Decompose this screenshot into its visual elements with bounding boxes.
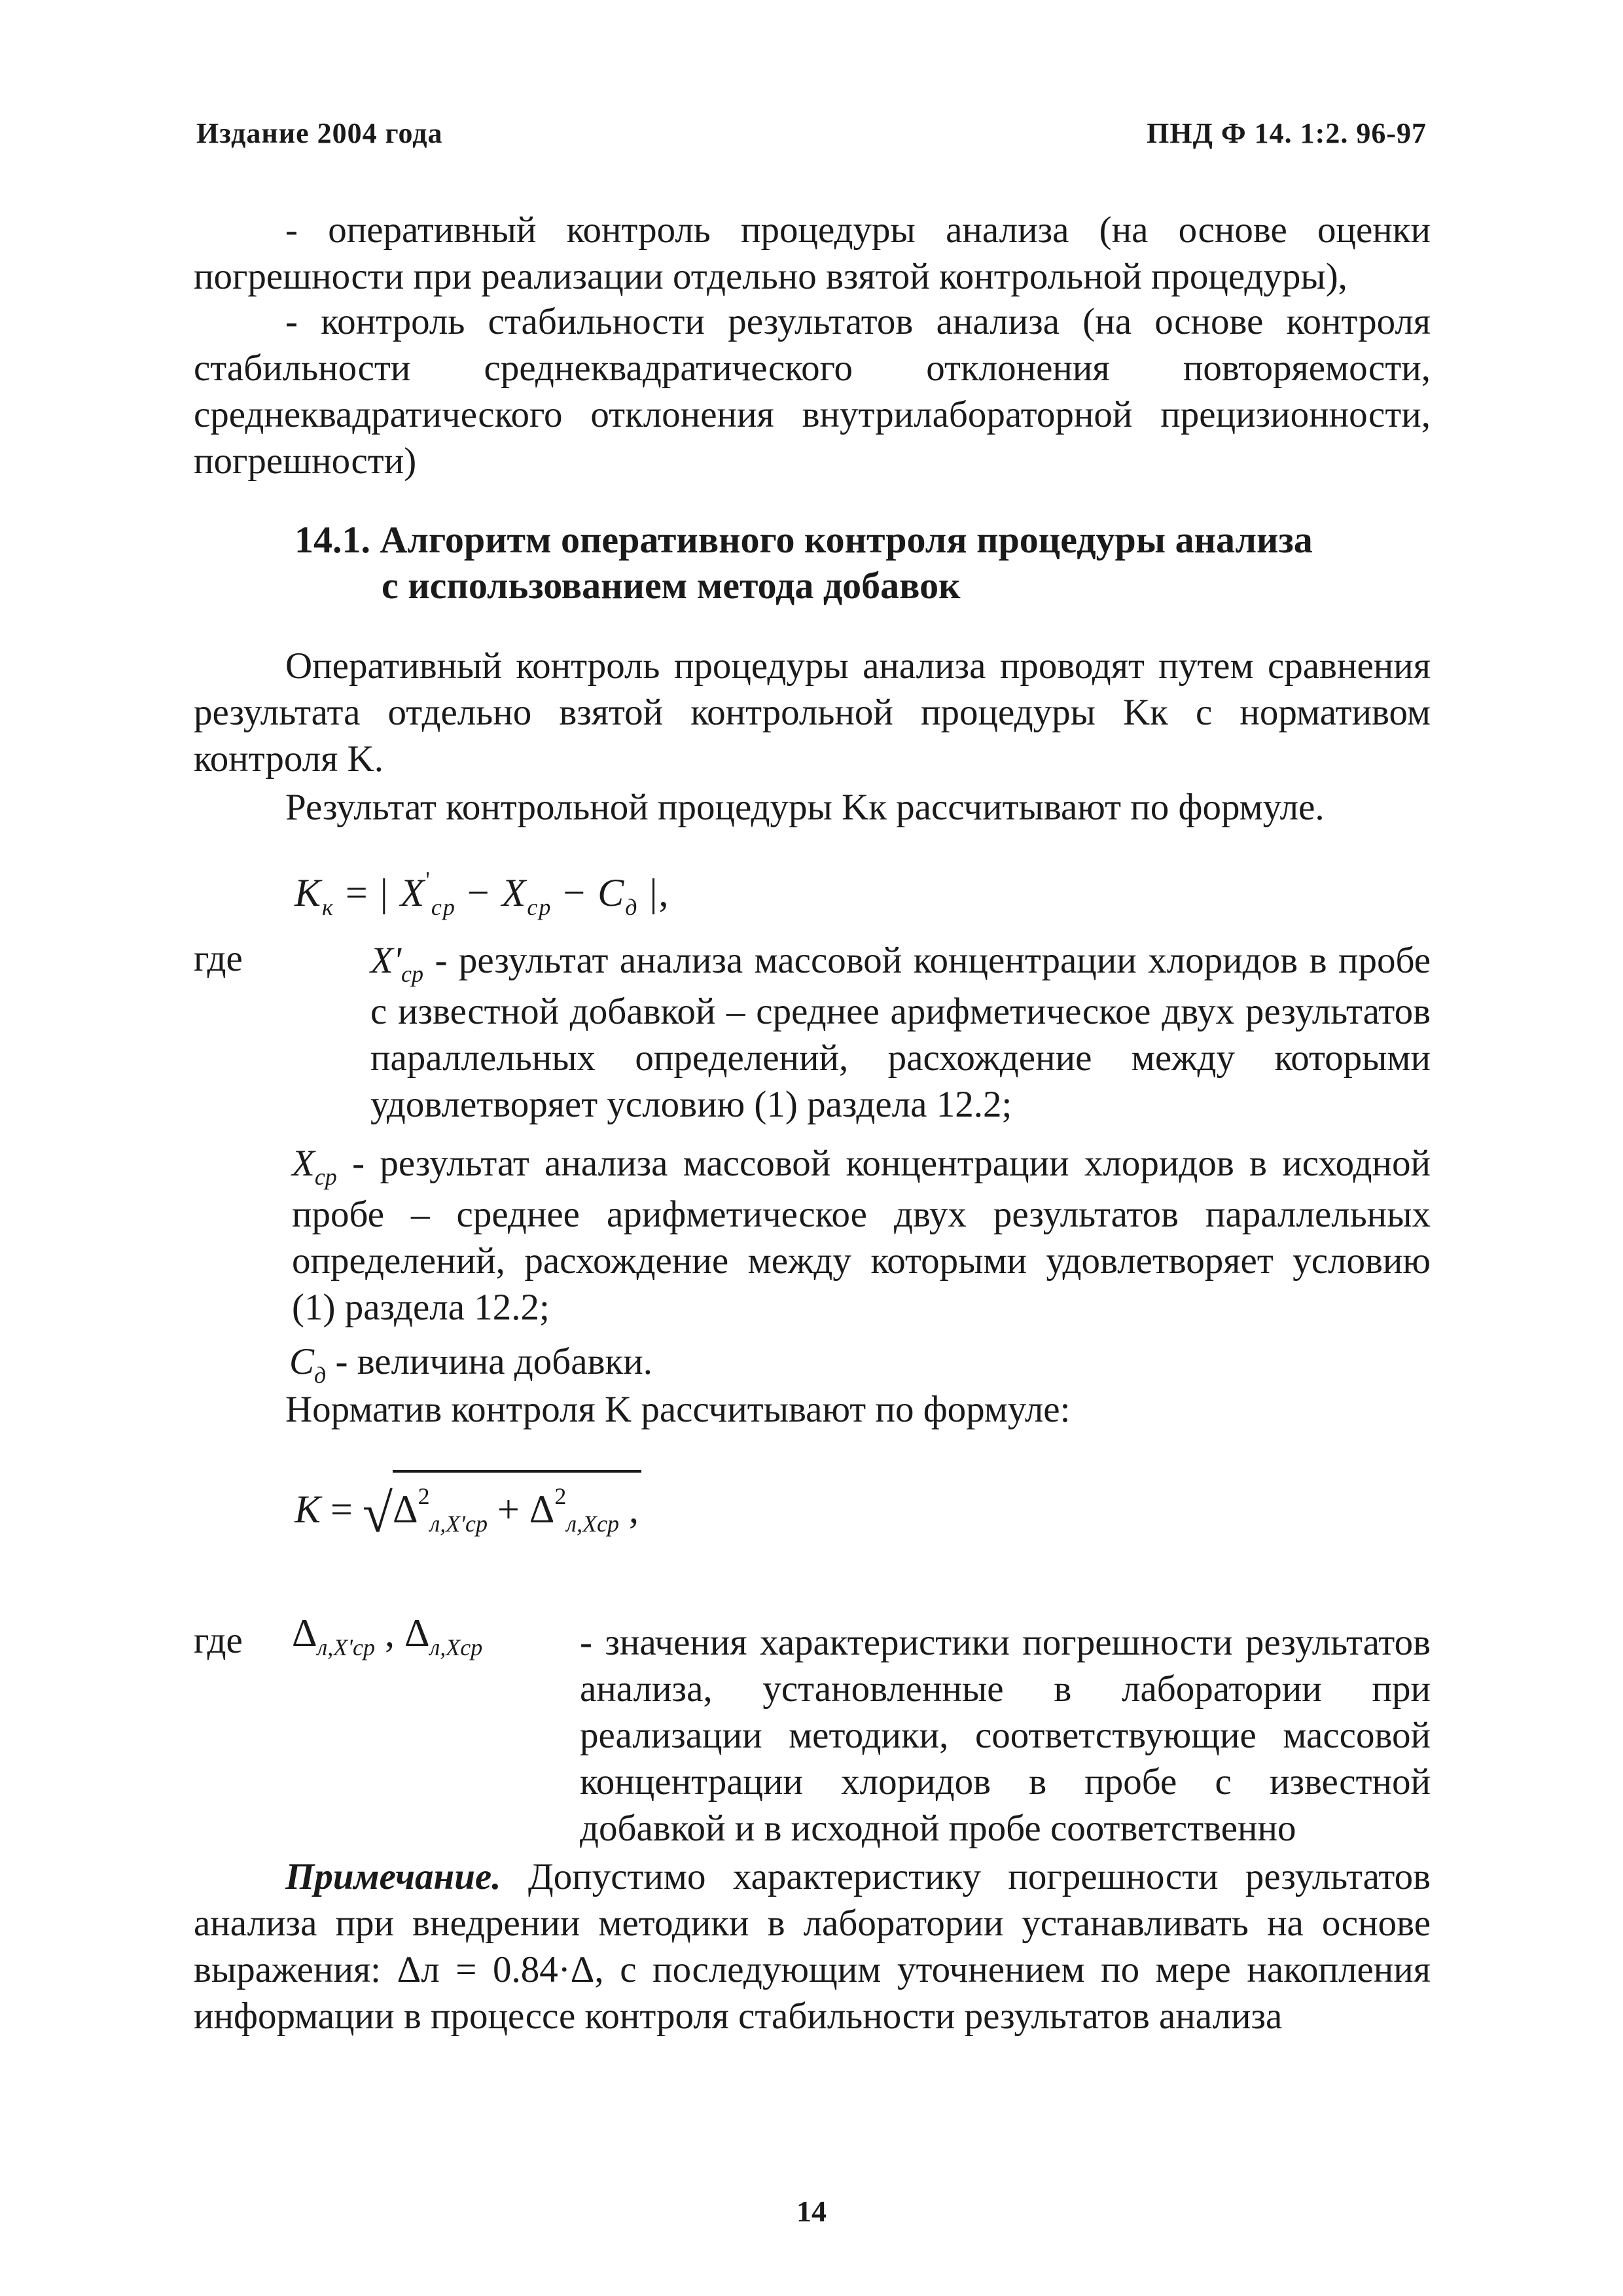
sqrt-bar <box>393 1470 641 1473</box>
norm-calc-paragraph: Норматив контроля K рассчитывают по формуле: <box>285 1389 1071 1430</box>
definition-xsp-prime-text: - результат анализа массовой концентрации хлоридов в пробе с известной добавкой – среднее арифметическое двух результатов параллельных определений, расхождение между которыми удовлетворяет условию (1) раздела 12.2; <box>370 940 1431 1125</box>
definition-delta-text: - значения характеристики погрешности результатов анализа, установленные в лаборатории при реализации методики, соответствующие массовой концентрации хлоридов в пробе с известной добавкой и в исходной пробе соответственно <box>580 1622 1431 1849</box>
page-number: 14 <box>796 2195 827 2228</box>
edition-header: Издание 2004 года <box>196 117 443 149</box>
calc-paragraph: Результат контрольной процедуры Kк рассчитывают по формуле. <box>285 787 1325 828</box>
section-heading-line1 <box>294 517 1407 563</box>
definition-cd <box>289 1340 652 1388</box>
note-text: Допустимо характеристику погрешности результатов анализа при внедрении методики в лаборатории устанавливать на основе выражения: Δл = 0.84·Δ, с последующим уточнением по мере накопления информации в процессе контроля стабильности результатов анализа <box>194 1856 1431 2037</box>
bullet-operational-control: - оперативный контроль процедуры анализа (на основе оценки погрешности при реализации отдельно взятой контрольной процедуры), <box>194 209 1431 297</box>
section-heading <box>294 517 1407 609</box>
definition-cd-text: - величина добавки. <box>335 1341 652 1382</box>
definition-xsp-text: - результат анализа массовой концентрации хлоридов в исходной пробе – среднее арифметическое двух результатов параллельных определений, расхождение между которыми удовлетворяет условию (1) раздела 12.2; <box>292 1143 1431 1328</box>
section-title-line2: с использованием метода добавок <box>382 564 961 607</box>
section-title-line1: Алгоритм оперативного контроля процедуры анализа <box>380 518 1313 561</box>
where-label-1: где <box>194 938 243 979</box>
definition-xsp <box>194 1140 1431 1331</box>
symbol-xsp-prime: $X'_{ср}$ <box>370 940 423 987</box>
note-paragraph <box>194 1854 1431 2039</box>
intro-paragraph: Оперативный контроль процедуры анализа проводят путем сравнения результата отдельно взятой контрольной процедуры Kк с нормативом контроля K. <box>194 645 1431 780</box>
section-number: 14.1. <box>294 518 370 561</box>
document-code-header: ПНД Ф 14. 1:2. 96-97 <box>1147 117 1427 149</box>
definition-delta <box>194 1611 1431 1852</box>
formula-kk: $K_к$ = | $X'_{ср} - X_{ср} - C_д$ |, <box>294 867 670 920</box>
formula-k: $K = √\Delta^2_{л,X'ср} + \Delta^2_{л,Xср}$ , <box>294 1483 639 1544</box>
bullet-stability-control: - контроль стабильности результатов анализа (на основе контроля стабильности среднеквадратического отклонения повторяемости, среднеквадратического отклонения внутрилабораторной прецизионности, погрешности) <box>194 301 1431 482</box>
definition-xsp-prime <box>194 937 1431 1128</box>
symbol-delta-pair: $\Delta_{л,X'ср}$ , $\Delta_{л,Xср}$ <box>292 1611 483 1660</box>
symbol-xsp: $X_{ср}$ <box>292 1143 337 1190</box>
where-label-2: где <box>194 1620 243 1661</box>
symbol-cd: $C_д$ <box>289 1341 327 1388</box>
note-label: Примечание. <box>285 1856 501 1897</box>
